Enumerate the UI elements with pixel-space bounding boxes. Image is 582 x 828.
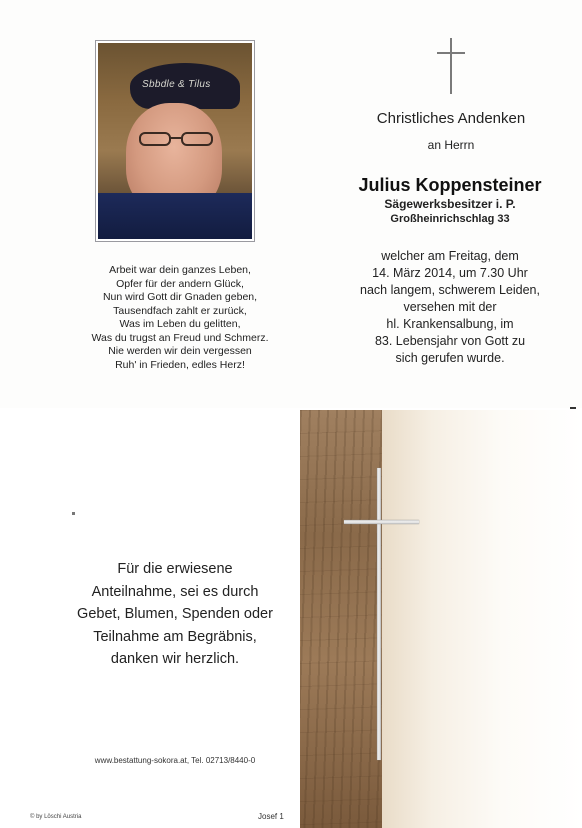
heading-remembrance: Christliches Andenken: [376, 110, 526, 127]
jacket: [98, 193, 252, 239]
obituary-text: [340, 248, 560, 367]
thanks-line: Für die erwiesene: [117, 561, 233, 577]
poem-line: Arbeit war dein ganzes Leben,: [109, 264, 251, 276]
poem-line: Nie werden wir dein vergessen: [108, 345, 252, 357]
poem-line: Was im Leben du gelitten,: [119, 318, 241, 330]
deceased-title: Sägewerksbesitzer i. P.: [384, 197, 516, 211]
wood-texture: [300, 410, 382, 828]
thanks-line: Teilnahme am Begräbnis,: [93, 628, 257, 645]
cap-lettering: Sbbdle & Tilus: [142, 79, 211, 90]
poem-line: Opfer für der andern Glück,: [116, 277, 244, 290]
thanks-line: danken wir herzlich.: [110, 651, 240, 667]
portrait-photo: [98, 43, 252, 239]
obituary-line: nach langem, schwerem Leiden,: [360, 283, 540, 297]
poem-line: Tausendfach zahlt er zurück,: [113, 304, 247, 317]
wood-fade: [382, 410, 582, 828]
speck: [72, 512, 75, 515]
portrait-frame: [95, 40, 255, 242]
funeral-home-contact: www.bestattung-sokora.at, Tel. 02713/8440-0: [94, 756, 256, 765]
poem-line: Nun wird Gott dir Gnaden geben,: [102, 291, 258, 303]
obituary-line: 14. März 2014, um 7.30 Uhr: [372, 266, 528, 280]
obituary-line: sich gerufen wurde.: [395, 351, 505, 365]
copyright-notice: © by Löschi Austria: [30, 814, 82, 820]
thanks-line: Anteilnahme, sei es durch: [91, 583, 259, 600]
deceased-name: Julius Koppensteiner: [358, 175, 542, 195]
obituary-line: hl. Krankensalbung, im: [386, 317, 514, 331]
cut-mark: [570, 407, 576, 409]
obituary-line: welcher am Freitag, dem: [381, 249, 519, 263]
front-card: [0, 0, 582, 408]
large-cross-icon: [377, 468, 381, 760]
poem-line: Was du trugst an Freud und Schmerz.: [91, 331, 269, 344]
obituary-line: versehen mit der: [403, 300, 497, 314]
poem: [70, 264, 290, 372]
large-cross-icon-bar: [344, 520, 419, 524]
heading-salutation: an Herrn: [427, 138, 475, 152]
thanks-line: Gebet, Blumen, Spenden oder: [77, 606, 273, 622]
deceased-address: Großheinrichschlag 33: [390, 213, 510, 225]
card-identifier: Josef 1: [258, 812, 284, 821]
poem-line: Ruh' in Frieden, edles Herz!: [115, 358, 245, 371]
back-card: [0, 410, 582, 828]
cross-icon-bar: [437, 52, 465, 54]
thanks-text: [60, 558, 290, 671]
obituary-line: 83. Lebensjahr von Gott zu: [374, 334, 526, 348]
glasses-icon: [138, 131, 218, 147]
cross-icon: [450, 38, 452, 94]
